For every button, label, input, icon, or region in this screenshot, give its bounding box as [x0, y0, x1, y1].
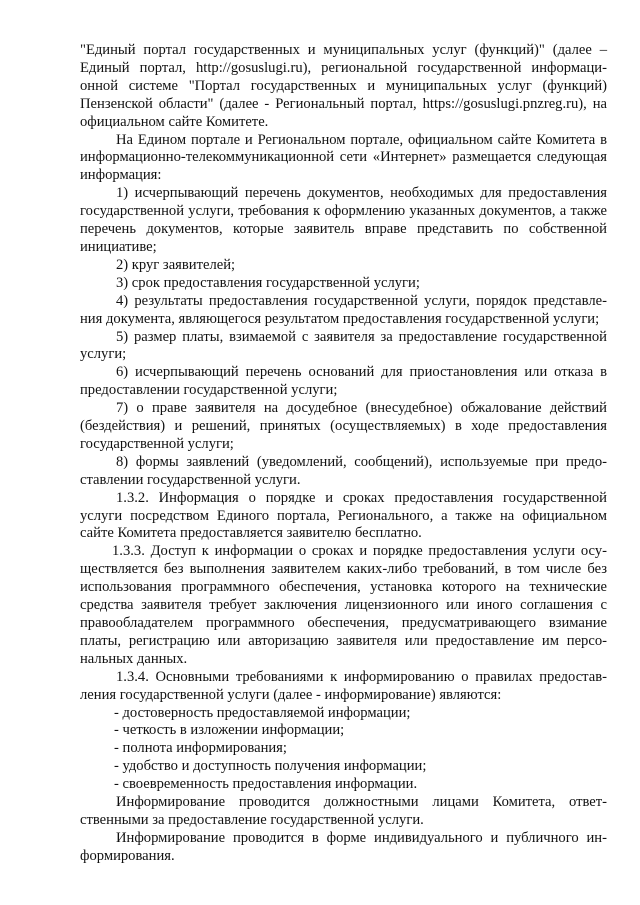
list-item-2: 2) круг заявителей;: [116, 256, 236, 273]
list-item-6: 6) исчерпывающий перечень оснований для приостановления или отказа в предоставлении государственной услуги;: [80, 364, 607, 399]
list-item-3: 3) срок предоставления государственной услуги;: [116, 274, 420, 291]
requirement-reliability: - достоверность предоставляемой информации;: [114, 704, 411, 721]
list-item-1: 1) исчерпывающий перечень документов, необходимых для предоставления государственной услуги, требования к оформлению указанных документов, а также перечень документов, которые заявитель вправе представить по собственной инициативе;: [80, 185, 607, 255]
document-page: [80, 42, 607, 866]
section-1-3-2: 1.3.2. Информация о порядке и сроках предоставления государственной услуги посредством Единого портала, Регионального, а также на официальном сайте Комитета предоставляется заявителю бесплатно.: [80, 489, 607, 542]
paragraph-info-posted: На Едином портале и Региональном портале, официальном сайте Комитета в информационно-телекоммуникационной сети «Интернет» размещается следующая информация:: [80, 131, 607, 184]
paragraph-informing-forms: Информирование проводится в форме индивидуального и публичного информирования.: [80, 829, 607, 864]
section-1-3-4: 1.3.4. Основными требованиями к информированию о правилах предоставления государственной услуги (далее - информирование) являются:: [80, 668, 607, 703]
list-item-5: 5) размер платы, взимаемой с заявителя за предоставление государственной услуги;: [80, 328, 607, 363]
paragraph-informing-officials: Информирование проводится должностными лицами Комитета, ответственными за предоставление государственной услуги.: [80, 794, 607, 828]
list-item-4: 4) результаты предоставления государственной услуги, порядок представления документа, являющегося результатом предоставления государственной услуги;: [80, 292, 607, 327]
list-item-7: 7) о праве заявителя на досудебное (внесудебное) обжалование действий (бездействия) и решений, принятых (осуществляемых) в ходе предоставления государственной услуги;: [80, 400, 607, 452]
requirement-accessibility: - удобство и доступность получения информации;: [114, 758, 427, 775]
requirement-clarity: - четкость в изложении информации;: [114, 722, 345, 739]
requirement-completeness: - полнота информирования;: [114, 740, 287, 757]
requirement-timeliness: - своевременность предоставления информации.: [114, 776, 418, 793]
list-item-8: 8) формы заявлений (уведомлений, сообщений), используемые при предоставлении государственной услуги.: [80, 453, 607, 488]
paragraph-portal-intro: "Единый портал государственных и муниципальных услуг (функций)" (далее – Единый портал, http://gosuslugi.ru), региональной государственной информационной системе "Портал государственных и муниципальных услуг (функций) Пензенской области" (далее - Региональный портал, https://gosuslugi.pnzreg.ru), на официальном сайте Комитете.: [80, 42, 607, 130]
section-1-3-3: 1.3.3. Доступ к информации о сроках и порядке предоставления услуги осуществляется без выполнения заявителем каких-либо требований, в том числе без использования программного обеспечения, установка которого на технические средства заявителя требует заключения лицензионного или иного соглашения с правообладателем программного обеспечения, предусматривающего взимание платы, регистрацию или авторизацию заявителя или предоставление им персональных данных.: [80, 543, 607, 667]
